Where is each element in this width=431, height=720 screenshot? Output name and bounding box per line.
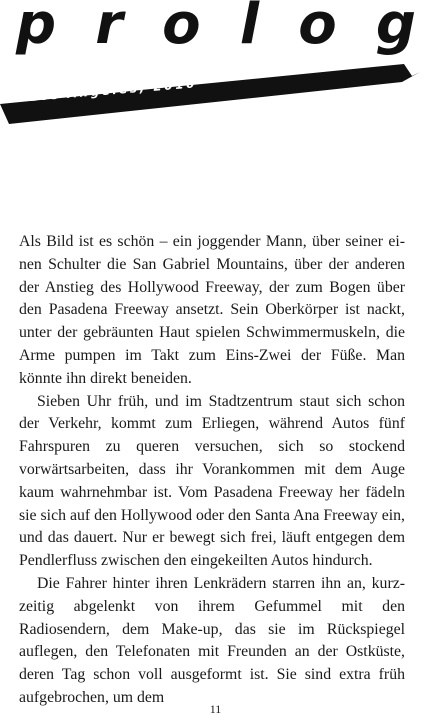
paragraph: Die Fahrer hinter ihren Lenkrädern starren ihn an, kurzzeitig abgelenkt von ihrem Gefummel mit den Radiosendern, dem Make-up, das sie im Rückspiegel auflegen, den Telefonaten mit Freunden an der Ostküste, deren Tag schon voll ausgeformt ist. Sie sind extra früh aufgebrochen, um dem <box>19 574 405 706</box>
page-number: 11 <box>209 702 222 716</box>
paragraph: Sieben Uhr früh, und im Stadtzentrum staut sich schon der Verkehr, kommt zum Erliegen, während Autos fünf Fahrspuren zu queren versuchen, sich so stockend vorwärtsarbeiten, dass ihr Vorankommen mit dem Auge kaum wahrnehmbar ist. Vom Pasadena Freeway her fädeln sie sich auf den Hollywood oder den Santa Ana Freeway ein, und das dauert. Nur er bewegt sich frei, läuft entgegen dem Pendlerfluss zwischen den eingekeilten Autos hindurch. <box>19 392 405 570</box>
chapter-title-letter: r <box>95 0 123 57</box>
chapter-title-letter: p <box>16 0 57 57</box>
location-banner-label: Los Angeles, 2010 <box>29 76 198 104</box>
chapter-title-letter: g <box>375 0 416 57</box>
location-banner-shape <box>0 0 431 140</box>
paragraph: Als Bild ist es schön – ein joggender Mann, über seiner einen Schulter die San Gabriel Mountains, über der anderen der Anstieg des Hollywood Freeway, der zum Bogen über den Pasadena Freeway ansetzt. Sein Oberkörper ist nackt, unter der gebräunten Haut spielen Schwimmermuskeln, die Arme pumpen im Takt zum Eins-Zwei der Füße. Man könnte ihn direkt beneiden. <box>19 233 405 387</box>
body-text <box>19 231 405 710</box>
chapter-title-letter: o <box>298 0 337 57</box>
chapter-title-letter: l <box>239 0 260 57</box>
chapter-title-letter: o <box>162 0 201 57</box>
